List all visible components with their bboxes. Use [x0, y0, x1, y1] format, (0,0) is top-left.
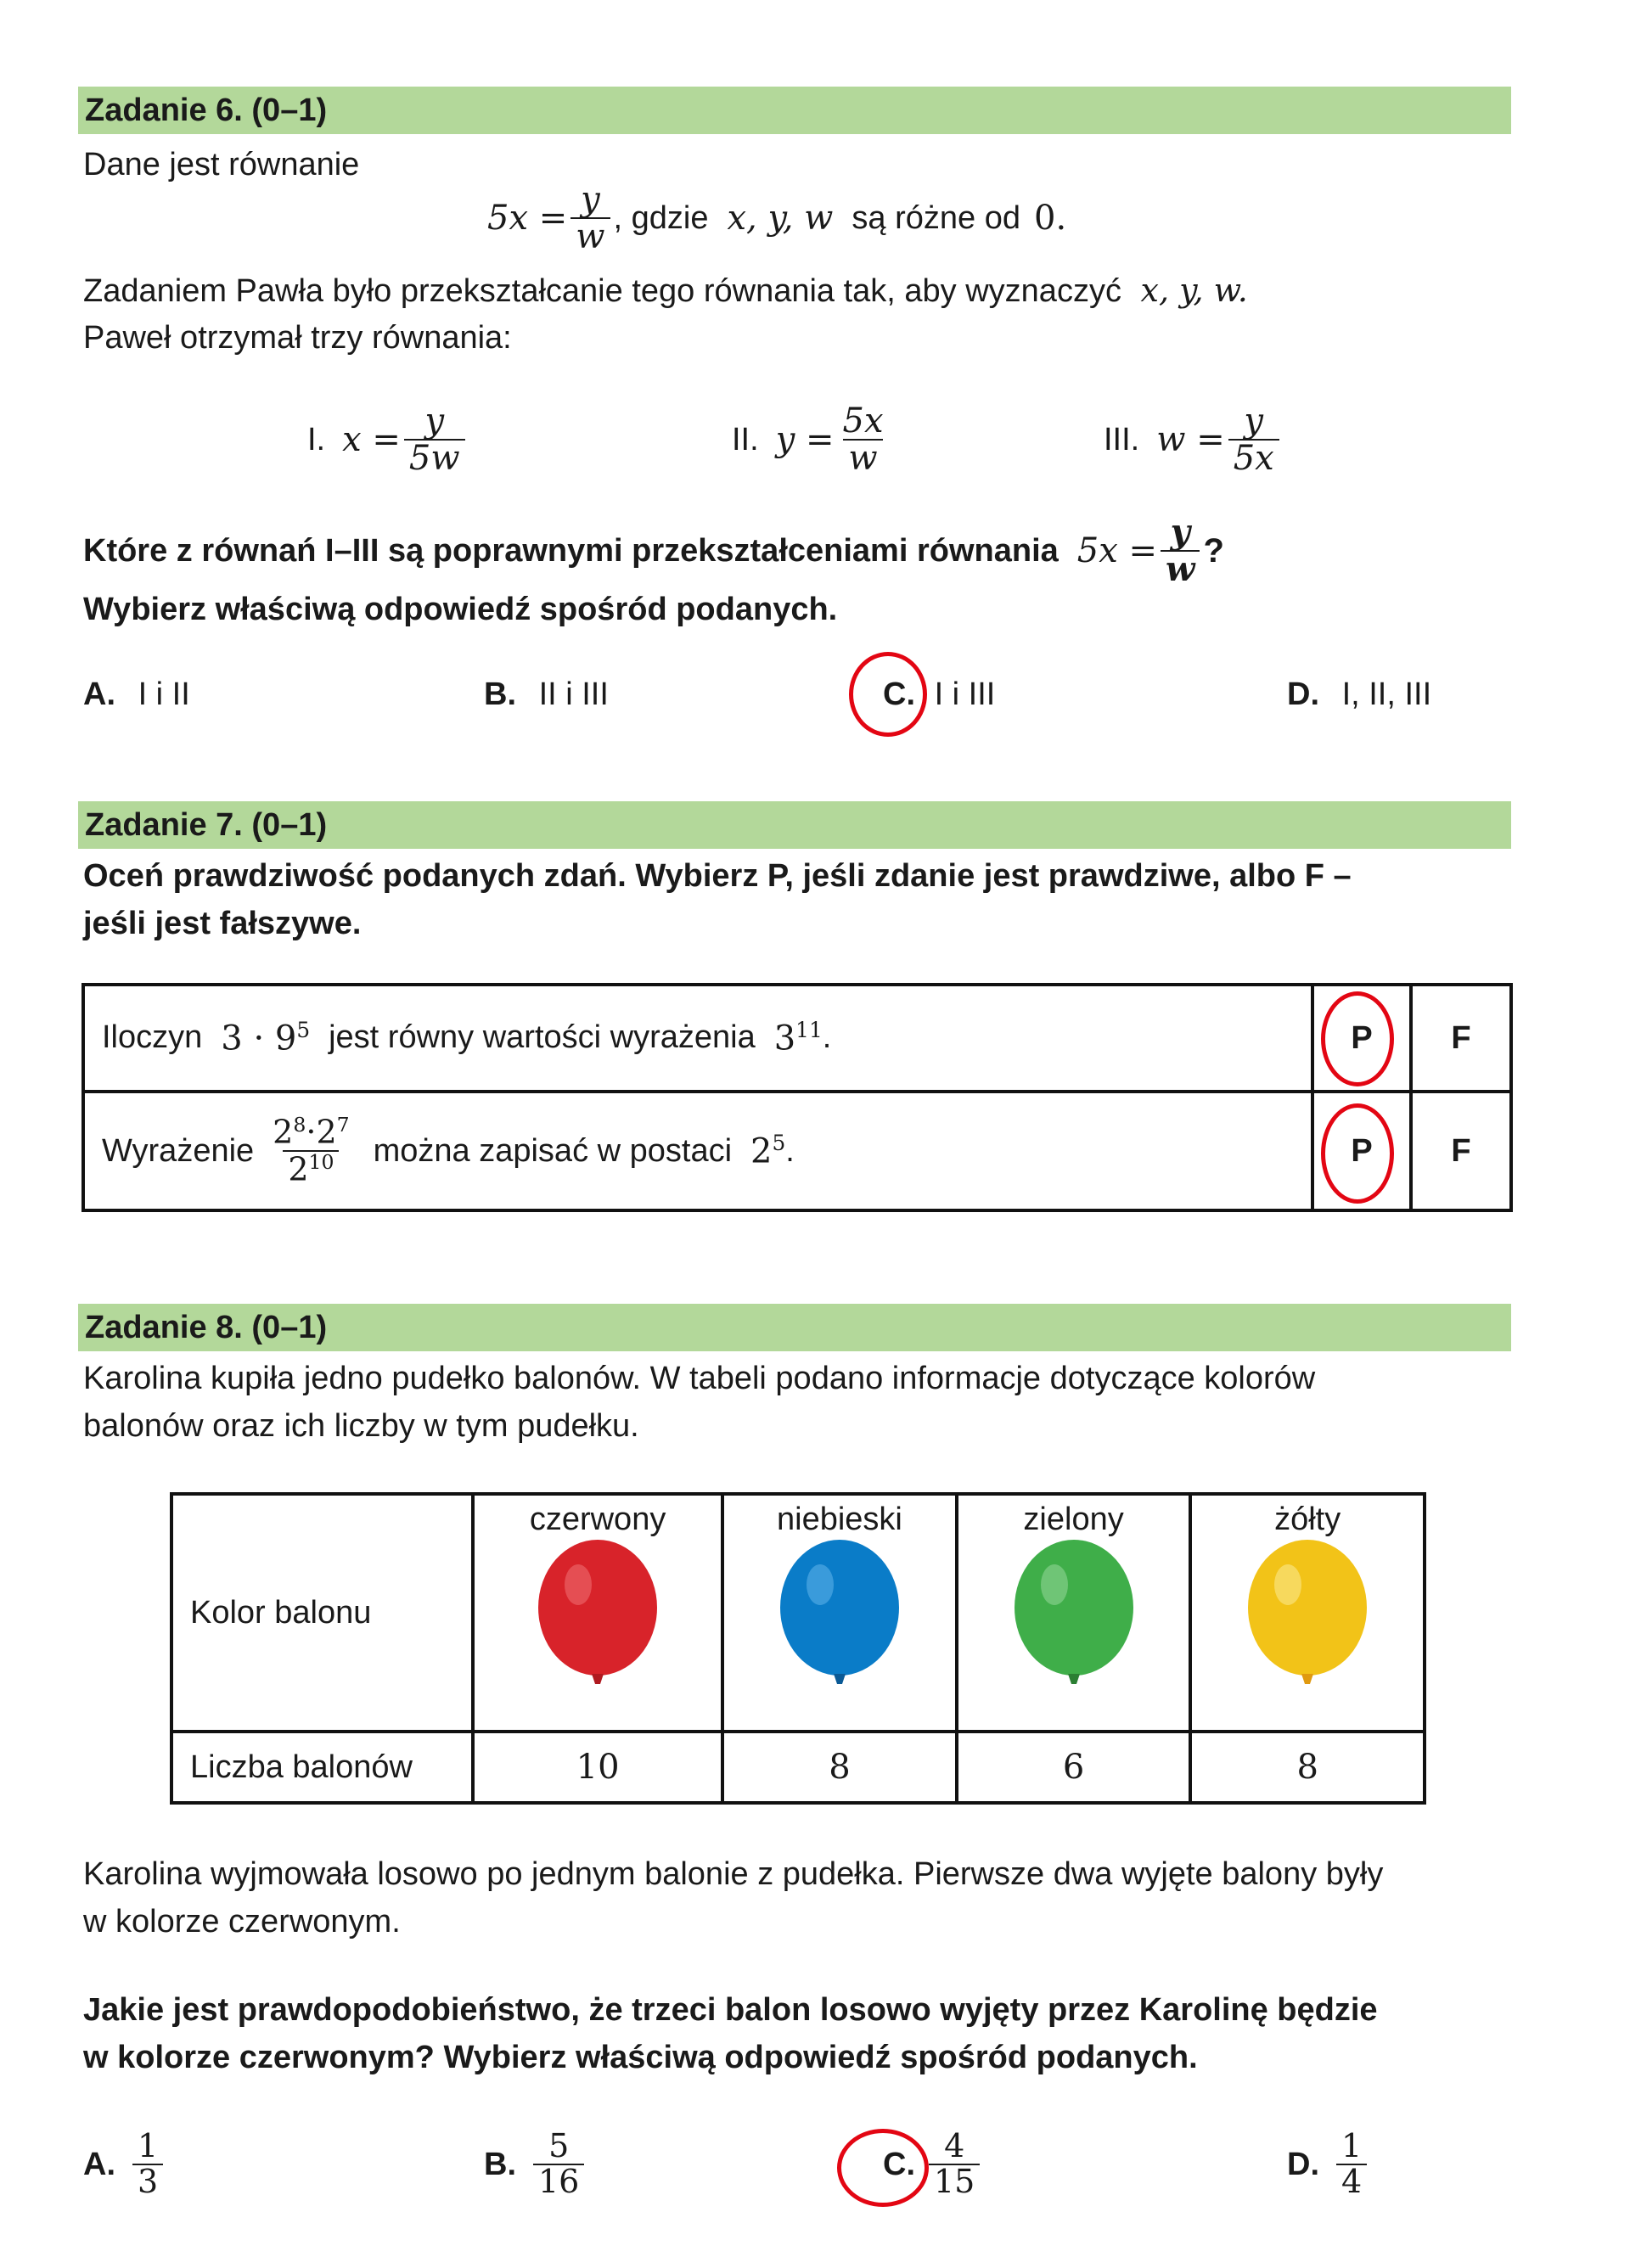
statement-2-text-a: Wyrażenie — [102, 1132, 255, 1169]
task8-answer-b-den: 16 — [533, 2164, 584, 2199]
task6-desc1-text: Zadaniem Pawła było przekształcanie tego równania tak, aby wyznaczyć — [83, 273, 1121, 309]
statement-2-num — [267, 1114, 354, 1150]
statement-2-end: . — [785, 1132, 795, 1169]
equation-1-den: 5w — [404, 439, 465, 476]
task8-answer-b-num: 5 — [548, 2127, 570, 2165]
balloon-table — [170, 1492, 1426, 1805]
task8-header: Zadanie 8. (0–1) — [78, 1304, 1511, 1351]
task8-answer-d-letter: D. — [1287, 2146, 1319, 2182]
selection-circle-statement-1 — [1321, 991, 1394, 1086]
balloon-count-row — [171, 1732, 1425, 1803]
answer-a-letter: A. — [83, 676, 115, 712]
statement-2-den-base: 2 — [288, 1150, 309, 1188]
balloon-color-row — [171, 1494, 1425, 1732]
question-eq-lhs: 5x = — [1076, 531, 1158, 570]
column-yellow — [1190, 1494, 1425, 1732]
column-blue — [722, 1494, 957, 1732]
color-row-label: Kolor balonu — [171, 1494, 473, 1732]
answer-b-text: II i III — [538, 676, 609, 712]
equation-1-fraction — [404, 403, 465, 476]
equation-2-den: w — [843, 439, 882, 476]
answer-d-text: I, II, III — [1341, 676, 1432, 712]
green-balloon-icon — [1010, 1538, 1138, 1699]
statement-2-fraction — [267, 1114, 354, 1187]
question-eq-end: ? — [1203, 531, 1224, 570]
answer-a-text: I i II — [138, 676, 190, 712]
statement-1-expr-b — [774, 1018, 823, 1058]
task8-answer-a-num: 1 — [138, 2127, 159, 2165]
statement-2-expr-b — [750, 1131, 785, 1170]
answer-b-letter: B. — [484, 676, 516, 712]
equation-3-den: 5x — [1228, 439, 1279, 476]
task7-instruction-line2: jeśli jest fałszywe. — [83, 906, 362, 941]
task6-header: Zadanie 6. (0–1) — [78, 87, 1511, 134]
task6-answer-a[interactable] — [83, 671, 190, 718]
main-eq-num: y — [581, 180, 600, 219]
count-blue: 8 — [722, 1732, 957, 1803]
question-eq-den: w — [1161, 550, 1200, 587]
red-balloon-icon — [534, 1538, 661, 1699]
statement-2-num-b-exp: 7 — [336, 1113, 350, 1137]
equation-1 — [307, 397, 469, 482]
main-eq-lhs: 5x = — [487, 199, 568, 238]
task8-answer-c-num: 4 — [944, 2127, 965, 2165]
equation-3-num: y — [1244, 401, 1264, 441]
true-false-table — [82, 983, 1513, 1212]
count-row-label: Liczba balonów — [171, 1732, 473, 1803]
task8-description-line1: Karolina wyjmowała losowo po jednym balonie z pudełka. Pierwsze dwa wyjęte balony były — [83, 1856, 1384, 1892]
selection-circle-statement-2 — [1321, 1103, 1394, 1204]
statement-1-option-f[interactable]: F — [1411, 985, 1511, 1092]
main-eq-suffix-a: , gdzie — [613, 199, 709, 236]
statement-2-expr-b-exp: 5 — [772, 1131, 786, 1156]
equation-1-lhs: x = — [342, 420, 401, 459]
main-eq-zero: 0. — [1034, 199, 1067, 238]
color-name-yellow: żółty — [1274, 1502, 1341, 1537]
task6-question — [83, 513, 1224, 589]
task6-description-line1 — [83, 267, 1248, 315]
task8-question-line1: Jakie jest prawdopodobieństwo, że trzeci balon losowo wyjęty przez Karolinę będzie — [83, 1992, 1378, 2028]
selection-circle-task6 — [849, 652, 927, 737]
statement-1-expr-a-base: 3 · 9 — [221, 1019, 297, 1058]
statement-1-expr-b-exp: 11 — [795, 1018, 823, 1043]
task6-question-text: Które z równań I–III są poprawnymi przekształceniami równania — [83, 532, 1059, 569]
task6-main-equation — [487, 180, 1066, 256]
task6-desc1-vars: x, y, w. — [1140, 272, 1248, 309]
task7-instruction-line1: Oceń prawdziwość podanych zdań. Wybierz P, jeśli zdanie jest prawdziwe, albo F – — [83, 858, 1352, 894]
statement-2-den — [283, 1150, 339, 1187]
task8-answer-d-num: 1 — [1341, 2127, 1363, 2165]
statement-2-num-dot: · — [306, 1114, 317, 1152]
equation-2-num: 5x — [842, 401, 884, 441]
statement-2-num-a-exp: 8 — [293, 1113, 306, 1137]
column-green — [957, 1494, 1191, 1732]
task8-intro-line2: balonów oraz ich liczby w tym pudełku. — [83, 1408, 639, 1444]
task8-answer-c-den: 15 — [929, 2164, 980, 2199]
statement-1-expr-a — [221, 1018, 310, 1058]
color-name-green: zielony — [1023, 1502, 1124, 1537]
answer-c-letter: C. — [883, 676, 915, 712]
task6-intro: Dane jest równanie — [83, 147, 360, 182]
color-name-blue: niebieski — [777, 1502, 902, 1537]
task8-intro-line1: Karolina kupiła jedno pudełko balonów. W tabeli podano informacje dotyczące kolorów — [83, 1361, 1316, 1396]
task6-description-line2: Paweł otrzymał trzy równania: — [83, 320, 512, 356]
main-eq-fraction — [570, 182, 610, 255]
selection-circle-task8 — [837, 2129, 929, 2207]
task6-answer-b[interactable] — [484, 671, 609, 718]
color-name-red: czerwony — [529, 1502, 666, 1537]
answer-d-letter: D. — [1287, 676, 1319, 712]
column-red — [473, 1494, 722, 1732]
task6-instruction: Wybierz właściwą odpowiedź spośród podanych. — [83, 592, 838, 627]
task8-answer-a-letter: A. — [83, 2146, 115, 2182]
question-eq-num: y — [1170, 512, 1190, 552]
yellow-balloon-icon — [1244, 1538, 1371, 1699]
task8-answer-b-letter: B. — [484, 2146, 516, 2182]
task8-answer-a-fraction — [132, 2127, 163, 2200]
statement-2-option-p[interactable]: P — [1312, 1092, 1411, 1210]
equation-3 — [1104, 397, 1283, 482]
main-eq-vars: x, y, w — [727, 199, 834, 238]
question-eq-fraction — [1161, 514, 1200, 587]
equation-3-lhs: w = — [1156, 420, 1225, 459]
task8-answer-b-fraction — [533, 2127, 584, 2200]
statement-2-option-f[interactable]: F — [1411, 1092, 1511, 1210]
statement-2-num-b: 2 — [316, 1114, 337, 1152]
statement-1-text-b: jest równy wartości wyrażenia — [329, 1019, 756, 1056]
statement-2-den-exp: 10 — [308, 1150, 334, 1174]
task8-answer-d-fraction — [1336, 2127, 1367, 2200]
statement-1-end: . — [822, 1019, 832, 1056]
task8-answer-c-fraction — [929, 2127, 980, 2200]
equation-2 — [732, 397, 892, 482]
equation-2-lhs: y = — [775, 420, 835, 459]
statement-1-option-p[interactable]: P — [1312, 985, 1411, 1092]
answer-c-text: I i III — [934, 676, 996, 712]
task8-description-line2: w kolorze czerwonym. — [83, 1904, 401, 1940]
main-eq-suffix-b: są różne od — [852, 199, 1020, 236]
equation-3-label: III. — [1104, 421, 1140, 458]
statement-2-text-b: można zapisać w postaci — [373, 1132, 733, 1169]
statement-2-num-a: 2 — [273, 1114, 294, 1152]
task8-answer-c-letter: C. — [883, 2146, 915, 2182]
count-red: 10 — [473, 1732, 722, 1803]
statement-1-expr-a-exp: 5 — [296, 1018, 311, 1043]
statement-1-text-a: Iloczyn — [102, 1019, 203, 1056]
task8-answer-b[interactable] — [484, 2122, 587, 2207]
task7-header: Zadanie 7. (0–1) — [78, 801, 1511, 849]
task8-answer-a-den: 3 — [132, 2164, 163, 2199]
equation-1-num: y — [424, 401, 445, 441]
count-green: 6 — [957, 1732, 1191, 1803]
statement-2-expr-b-base: 2 — [750, 1131, 773, 1171]
equation-1-label: I. — [307, 421, 326, 458]
equation-3-fraction — [1228, 403, 1279, 476]
count-yellow: 8 — [1190, 1732, 1425, 1803]
statement-1-expr-b-base: 3 — [773, 1019, 796, 1058]
statement-row-2 — [83, 1092, 1511, 1210]
main-eq-den: w — [570, 217, 610, 255]
task8-answer-d-den: 4 — [1336, 2164, 1367, 2199]
equation-2-fraction — [838, 403, 889, 476]
statement-1 — [83, 985, 1312, 1092]
equation-2-label: II. — [732, 421, 759, 458]
statement-row-1 — [83, 985, 1511, 1092]
blue-balloon-icon — [776, 1538, 903, 1699]
statement-2 — [83, 1092, 1312, 1210]
task6-answer-d[interactable] — [1287, 671, 1431, 718]
task8-answer-a[interactable] — [83, 2122, 166, 2207]
task8-answer-d[interactable] — [1287, 2122, 1370, 2207]
task8-question-line2: w kolorze czerwonym? Wybierz właściwą odpowiedź spośród podanych. — [83, 2040, 1198, 2075]
